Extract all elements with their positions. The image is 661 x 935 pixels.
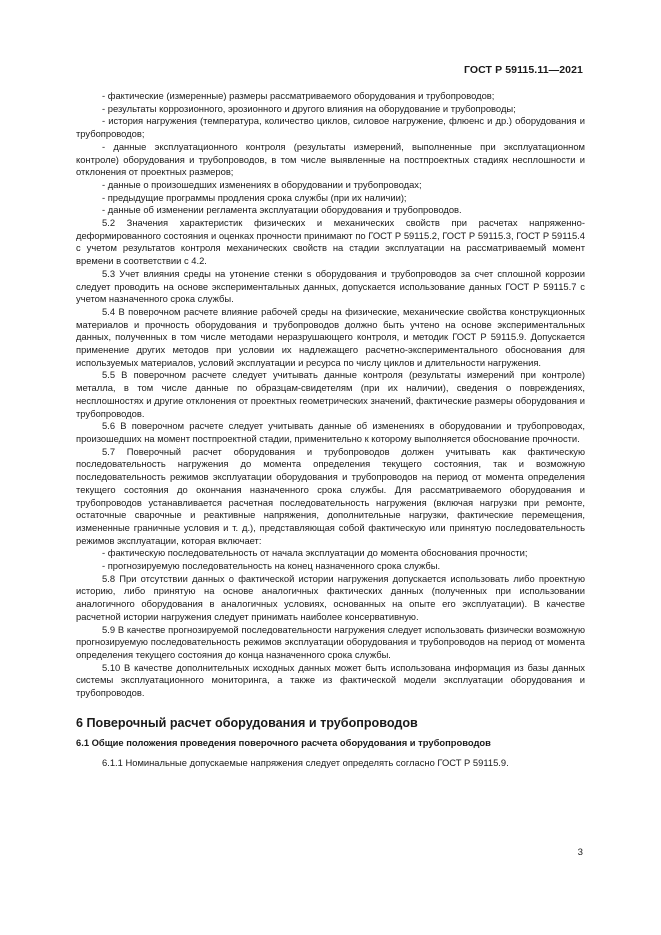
paragraph-5-4: 5.4 В поверочном расчете влияние рабочей среды на физические, механические свойства конструкционных материалов и прочность оборудования и трубопроводов должно быть учтено на основе экспериментальных данных, полученных в том числе методами неразрушающего контроля, и методик ГОСТ Р 59115.9. Допускается применение других методов при условии их надлежащего расчетно-экспериментального обоснования для используемых материалов, условий эксплуатации и ресурса по числу циклов и длительности нагружения. bbox=[76, 305, 585, 368]
paragraph-5-3: 5.3 Учет влияния среды на утонение стенки s оборудования и трубопроводов за счет сплошной коррозии следует проводить на основе экспериментальных данных, допускается использование данных ГОСТ Р 59115.7 с учетом назначенного срока службы. bbox=[76, 267, 585, 305]
list-item: - фактические (измеренные) размеры рассматриваемого оборудования и трубопроводов; bbox=[102, 90, 495, 101]
page-number: 3 bbox=[577, 847, 583, 858]
paragraph-5-5: 5.5 В поверочном расчете следует учитывать данные контроля (результаты измерений при контроле) металла, в том числе данные по образцам-свидетелям (при их наличии), сведения о повреждениях, несплошностях и другие отклонения от проектных геометрических значений, фактические размеры оборудования и трубопроводов. bbox=[76, 369, 585, 419]
list-item: - данные об изменении регламента эксплуатации оборудования и трубопроводов. bbox=[102, 204, 462, 216]
section-6-heading: 6 Поверочный расчет оборудования и трубопроводов bbox=[76, 715, 418, 730]
paragraph-5-8: 5.8 При отсутствии данных о фактической истории нагружения допускается использовать либо проектную историю, либо принятую на основе аналогичных фактических данных (полученных при использовании аналогичного оборудования в аналогичных условиях, основанных на опыте его эксплуатации). В качестве расчетной истории нагружения следует принимать наиболее консервативную. bbox=[76, 572, 585, 622]
paragraph-6-1-1: 6.1.1 Номинальные допускаемые напряжения следует определять согласно ГОСТ Р 59115.9. bbox=[102, 757, 509, 769]
list-item: - история нагружения (температура, количество циклов, силовое нагружение, флюенс и др.) оборудования и трубопроводов; bbox=[76, 115, 585, 140]
paragraph-5-9: 5.9 В качестве прогнозируемой последовательности нагружения следует использовать физически возможную прогнозируемую последовательность режимов эксплуатации оборудования и трубопроводов на период от момента определения текущего состояния до конца назначенного срока службы. bbox=[76, 623, 585, 660]
list-item: - данные о произошедших изменениях в оборудовании и трубопроводах; bbox=[102, 178, 422, 190]
list-item: - предыдущие программы продления срока службы (при их наличии); bbox=[102, 191, 407, 203]
document-body bbox=[76, 90, 585, 770]
document-code-header: ГОСТ Р 59115.11—2021 bbox=[463, 64, 583, 76]
list-item: - данные эксплуатационного контроля (результаты измерений, выполненные при эксплуатационном контроле) оборудования и трубопроводов, в том числе выявленные на постпроектных стадиях несплошности и отклонения от проектных размеров; bbox=[76, 140, 585, 178]
paragraph-5-7: 5.7 Поверочный расчет оборудования и трубопроводов должен учитывать как фактическую последовательность нагружения до момента определения текущего состояния, так и возможную последовательность режимов эксплуатации оборудования и трубопроводов на период от момента определения текущего состояния до окончания назначенного срока службы. Для рассматриваемого оборудования и трубопроводов устанавливается расчетная последовательность нагружения (включая нагрузки при ремонте, остаточные сварочные и реактивные напряжения, дополнительные нагрузки, фактические перемещения, измененные граничные условия и т. д.), представляющая собой фактическую или принятую последовательность режимов эксплуатации, которая включает: bbox=[76, 445, 585, 546]
list-item: - прогнозируемую последовательность на конец назначенного срока службы. bbox=[102, 560, 441, 572]
paragraph-5-2: 5.2 Значения характеристик физических и механических свойств при расчетах напряженно-деформированного состояния и оценках прочности принимают по ГОСТ Р 59115.2, ГОСТ Р 59115.3, ГОСТ Р 59115.4 с учетом результатов контроля механических свойств на стадии эксплуатации на рассматриваемый момент времени в соответствии с 4.2. bbox=[76, 217, 585, 267]
subsection-6-1-heading: 6.1 Общие положения проведения поверочного расчета оборудования и трубопроводов bbox=[76, 736, 491, 748]
list-item: - результаты коррозионного, эрозионного и другого влияния на оборудование и трубопроводы; bbox=[102, 102, 516, 114]
paragraph-5-6: 5.6 В поверочном расчете следует учитывать данные об изменениях в оборудовании и трубопроводах, произошедших на момент постпроектной стадии, применительно к которому выполняется обоснование прочности. bbox=[76, 420, 585, 444]
paragraph-5-10: 5.10 В качестве дополнительных исходных данных может быть использована информация из базы данных системы эксплуатационного мониторинга, а также из фактической модели эксплуатации оборудования и трубопроводов. bbox=[76, 661, 585, 699]
list-item: - фактическую последовательность от начала эксплуатации до момента обоснования прочности; bbox=[102, 547, 528, 559]
